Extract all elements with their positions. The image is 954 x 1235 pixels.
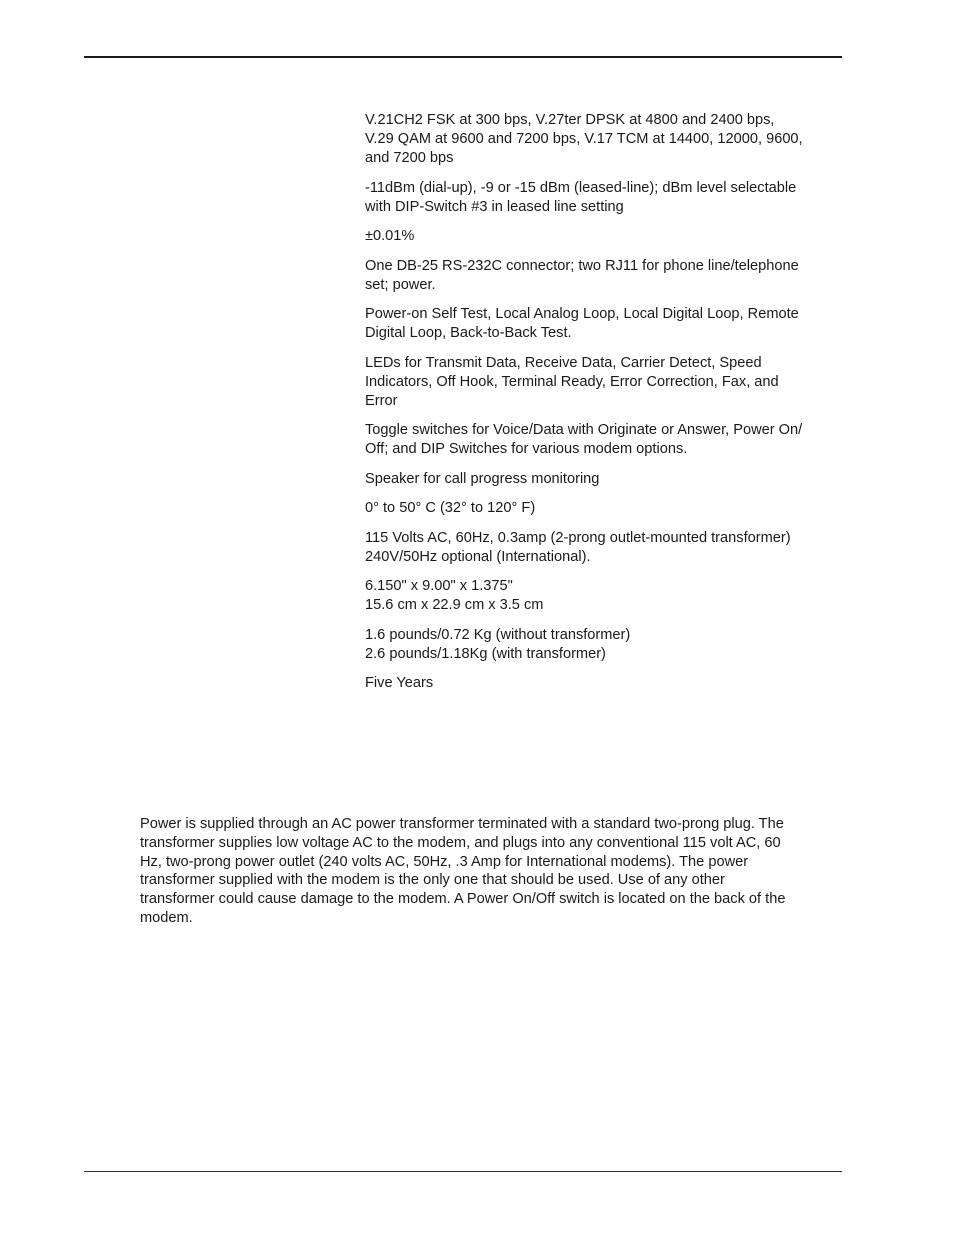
power-paragraph bbox=[140, 815, 850, 928]
spec-modulation bbox=[365, 111, 845, 168]
spec-line: Five Years bbox=[365, 675, 434, 691]
spec-indicators bbox=[365, 354, 845, 411]
spec-line: V.29 QAM at 9600 and 7200 bps, V.17 TCM at 14400, 12000, 9600, bbox=[365, 131, 803, 147]
spec-frequency-stability bbox=[365, 227, 845, 246]
spec-speaker bbox=[365, 470, 845, 489]
spec-line: Off; and DIP Switches for various modem options. bbox=[365, 441, 688, 457]
spec-line: V.21CH2 FSK at 300 bps, V.27ter DPSK at 4800 and 2400 bps, bbox=[365, 112, 775, 128]
spec-controls bbox=[365, 421, 845, 459]
paragraph-line: Power is supplied through an AC power transformer terminated with a standard two-prong plug. The bbox=[140, 816, 784, 832]
spec-line: LEDs for Transmit Data, Receive Data, Carrier Detect, Speed bbox=[365, 354, 762, 371]
spec-line: Indicators, Off Hook, Terminal Ready, Error Correction, Fax, and bbox=[365, 373, 779, 390]
spec-line: and 7200 bps bbox=[365, 150, 454, 166]
spec-line: set; power. bbox=[365, 276, 436, 293]
paragraph-line: transformer supplies low voltage AC to the modem, and plugs into any conventional 115 volt AC, 60 bbox=[140, 834, 781, 851]
specifications-list bbox=[365, 111, 845, 704]
spec-operating-temperature bbox=[365, 499, 845, 518]
spec-warranty bbox=[365, 674, 845, 693]
spec-line: Power-on Self Test, Local Analog Loop, Local Digital Loop, Remote bbox=[365, 306, 799, 322]
spec-line: 15.6 cm x 22.9 cm x 3.5 cm bbox=[365, 597, 544, 613]
spec-power-requirements bbox=[365, 529, 845, 567]
spec-line: 115 Volts AC, 60Hz, 0.3amp (2-prong outlet-mounted transformer) bbox=[365, 529, 791, 546]
spec-line: 1.6 pounds/0.72 Kg (without transformer) bbox=[365, 626, 631, 643]
spec-line: with DIP-Switch #3 in leased line setting bbox=[365, 198, 624, 215]
spec-line: 6.150" x 9.00" x 1.375" bbox=[365, 578, 513, 594]
spec-weight bbox=[365, 626, 845, 664]
spec-line: Toggle switches for Voice/Data with Originate or Answer, Power On/ bbox=[365, 422, 803, 438]
spec-interface bbox=[365, 257, 845, 295]
spec-transmit-level bbox=[365, 179, 845, 217]
paragraph-line: transformer could cause damage to the modem. A Power On/Off switch is located on the back of the bbox=[140, 891, 786, 908]
paragraph-line: Hz, two-prong power outlet (240 volts AC, 50Hz, .3 Amp for International modems). The power bbox=[140, 853, 749, 870]
spec-line: Error bbox=[365, 392, 398, 409]
spec-dimensions bbox=[365, 577, 845, 615]
spec-line: -11dBm (dial-up), -9 or -15 dBm (leased-line); dBm level selectable bbox=[365, 179, 797, 196]
spec-line: 0° to 50° C (32° to 120° F) bbox=[365, 500, 536, 516]
spec-line: Speaker for call progress monitoring bbox=[365, 470, 600, 487]
spec-line: One DB-25 RS-232C connector; two RJ11 for phone line/telephone bbox=[365, 257, 799, 274]
header-rule bbox=[84, 56, 842, 58]
spec-line: Digital Loop, Back-to-Back Test. bbox=[365, 325, 572, 341]
spec-diagnostics bbox=[365, 305, 845, 343]
spec-line: 240V/50Hz optional (International). bbox=[365, 548, 591, 565]
paragraph-line: transformer supplied with the modem is the only one that should be used. Use of any other bbox=[140, 872, 725, 889]
paragraph-line: modem. bbox=[140, 909, 193, 926]
footer-rule bbox=[84, 1171, 842, 1172]
spec-line: ±0.01% bbox=[365, 228, 415, 244]
spec-line: 2.6 pounds/1.18Kg (with transformer) bbox=[365, 645, 606, 662]
